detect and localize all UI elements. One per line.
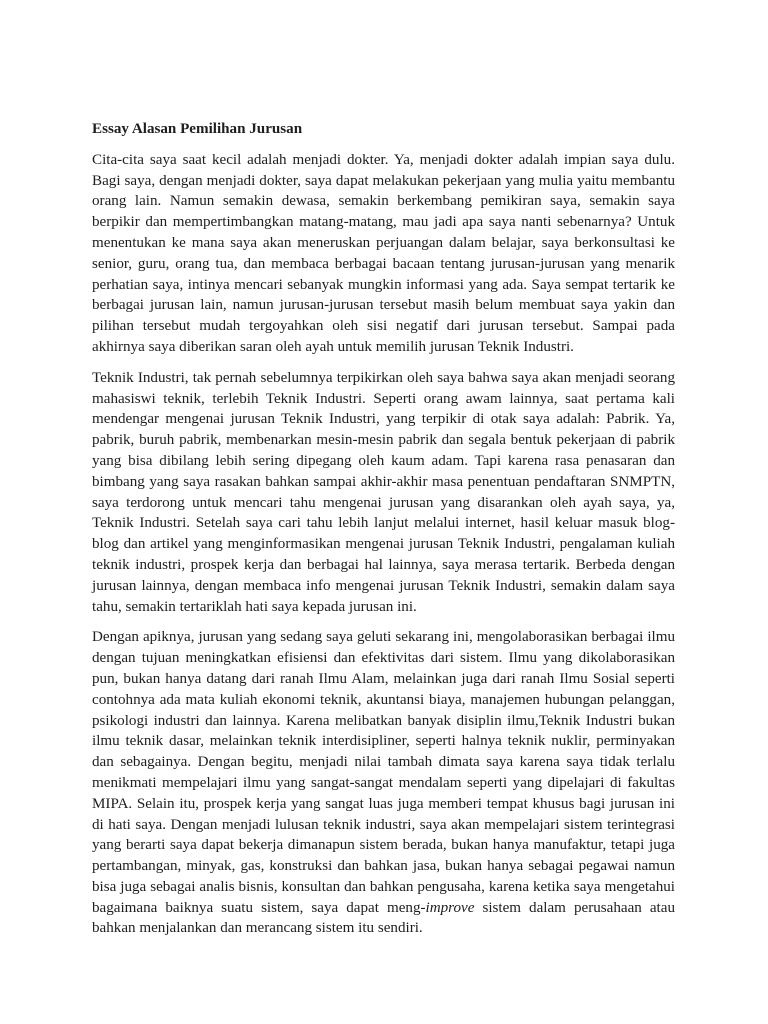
paragraph-1: Cita-cita saya saat kecil adalah menjadi dokter. Ya, menjadi dokter adalah impian saya dulu. Bagi saya, dengan menjadi dokter, saya dapat melakukan pekerjaan yang mulia yaitu membantu orang lain. Namun semakin dewasa, semakin berkembang pemikiran saya, semakin saya berpikir dan mempertimbangkan matang-matang, mau jadi apa saya nanti sebenarnya? Untuk menentukan ke mana saya akan meneruskan perjuangan dalam belajar, saya berkonsultasi ke senior, guru, orang tua, dan membaca berbagai bacaan tentang jurusan-jurusan yang menarik perhatian saya, intinya mencari sebanyak mungkin informasi yang ada. Saya sempat tertarik ke berbagai jurusan lain, namun jurusan-jurusan tersebut masih belum membuat saya yakin dan pilihan tersebut mudah tergoyahkan oleh sisi negatif dari jurusan tersebut. Sampai pada akhirnya saya diberikan saran oleh ayah untuk memilih jurusan Teknik Industri. <box>92 151 675 355</box>
essay-body <box>92 119 675 939</box>
paragraph-3 <box>92 627 675 939</box>
paragraph-2: Teknik Industri, tak pernah sebelumnya terpikirkan oleh saya bahwa saya akan menjadi seorang mahasiswi teknik, terlebih Teknik Industri. Seperti orang awam lainnya, saat pertama kali mendengar mengenai jurusan Teknik Industri, yang terpikir di otak saya adalah: Pabrik. Ya, pabrik, buruh pabrik, membenarkan mesin-mesin pabrik dan segala bentuk pekerjaan di pabrik yang bisa dibilang lebih sering dipegang oleh kaum adam. Tapi karena rasa penasaran dan bimbang yang saya rasakan bahkan sampai akhir-akhir masa penentuan pendaftaran SNMPTN, saya terdorong untuk mencari tahu mengenai jurusan yang disarankan oleh ayah saya, ya, Teknik Industri. Setelah saya cari tahu lebih lanjut melalui internet, hasil keluar masuk blog-blog dan artikel yang menginformasikan mengenai jurusan Teknik Industri, pengalaman kuliah teknik industri, prospek kerja dan berbagai hal lainnya, saya merasa tertarik. Berbeda dengan jurusan lainnya, dengan membaca info mengenai jurusan Teknik Industri, semakin dalam saya tahu, semakin tertariklah hati saya kepada jurusan ini. <box>92 369 675 615</box>
paragraph-3-italic-word: improve <box>425 899 475 916</box>
paragraph-3-text-end: sistem dalam perusahaan atau bahkan menjalankan dan merancang sistem itu sendiri. <box>92 899 675 937</box>
paragraph-3-text: Dengan apiknya, jurusan yang sedang saya geluti sekarang ini, mengolaborasikan berbagai ilmu dengan tujuan meningkatkan efisiensi dan efektivitas dari sistem. Ilmu yang dikolaborasikan pun, bukan hanya datang dari ranah Ilmu Alam, melainkan juga dari ranah Ilmu Sosial seperti contohnya ada mata kuliah ekonomi teknik, akuntansi biaya, manajemen hubungan pelanggan, psikologi industri dan lainnya. Karena melibatkan banyak disiplin ilmu,Teknik Industri bukan ilmu teknik dasar, melainkan teknik interdisipliner, seperti halnya teknik nuklir, perminyakan dan sebagainya. Dengan begitu, menjadi nilai tambah dimata saya karena saya tidak terlalu menikmati mempelajari ilmu yang sangat-sangat mendalam seperti yang dipelajari di fakultas MIPA. Selain itu, prospek kerja yang sangat luas juga memberi tempat khusus bagi jurusan ini di hati saya. Dengan menjadi lulusan teknik industri, saya akan mempelajari sistem terintegrasi yang berarti saya dapat bekerja dimanapun sistem berada, bukan hanya manufaktur, tetapi juga pertambangan, minyak, gas, konstruksi dan bahkan jasa, bukan hanya sebagai pegawai namun bisa juga sebagai analis bisnis, konsultan dan bahkan pengusaha, karena ketika saya mengetahui bagaimana baiknya suatu sistem, saya dapat meng- <box>92 629 675 916</box>
essay-title: Essay Alasan Pemilihan Jurusan <box>92 121 303 137</box>
